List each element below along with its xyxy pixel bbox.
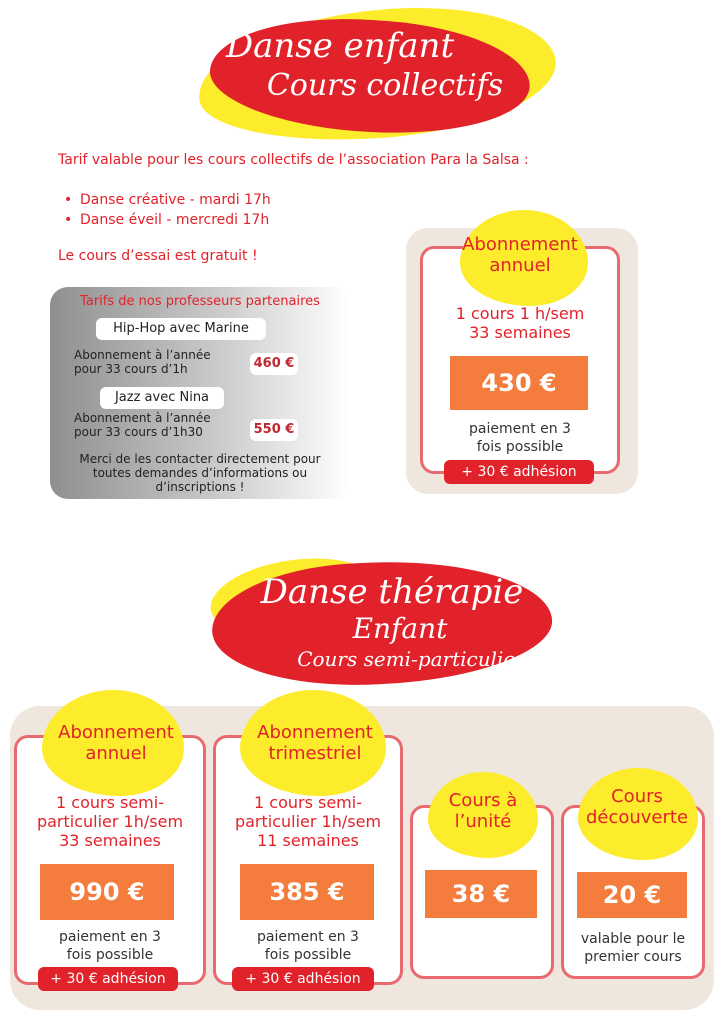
- adhesion-badge: + 30 € adhésion: [444, 460, 594, 484]
- card-title: Cours à l’unité: [448, 790, 518, 832]
- section2-title-line3: Cours semi-particulier: [297, 647, 525, 671]
- bullet-item: • Danse éveil - mercredi 17h: [68, 212, 269, 228]
- price-tag: 20 €: [577, 872, 687, 918]
- trial-text: Le cours d’essai est gratuit !: [58, 248, 258, 264]
- partner-price: 460 €: [250, 353, 298, 375]
- card-title: Cours découverte: [585, 786, 689, 828]
- payment-note: paiement en 3 fois possible: [469, 421, 571, 455]
- intro-text: Tarif valable pour les cours collectifs de l’association Para la Salsa :: [58, 152, 529, 168]
- section2-title-line1: Danse thérapie: [260, 572, 524, 612]
- partner-name-pill: Hip-Hop avec Marine: [96, 318, 266, 340]
- adhesion-badge: + 30 € adhésion: [38, 967, 178, 991]
- section1-title-line1: Danse enfant: [225, 26, 455, 66]
- partner-desc: Abonnement à l’année pour 33 cours d’1h30: [74, 411, 211, 439]
- bullet-item: • Danse créative - mardi 17h: [68, 192, 271, 208]
- payment-note: paiement en 3 fois possible: [59, 929, 161, 963]
- price-tag: 430 €: [450, 356, 588, 410]
- partner-desc: Abonnement à l’année pour 33 cours d’1h: [74, 348, 211, 376]
- partners-contact-text: Merci de les contacter directement pour toutes demandes d’informations ou d’inscriptions !: [79, 452, 321, 494]
- partner-name-pill: Jazz avec Nina: [100, 387, 224, 409]
- partner-price: 550 €: [250, 419, 298, 441]
- card-description: 1 cours semi- particulier 1h/sem 11 semaines: [234, 793, 382, 850]
- card-title: Abonnement annuel: [58, 722, 174, 764]
- card-description: 1 cours 1 h/sem 33 semaines: [455, 304, 585, 342]
- adhesion-badge: + 30 € adhésion: [232, 967, 374, 991]
- section2-title-line2: Enfant: [352, 612, 448, 645]
- validity-note: valable pour le premier cours: [580, 931, 686, 965]
- card-title: Abonnement annuel: [462, 234, 578, 276]
- section1-title-line2: Cours collectifs: [266, 68, 504, 103]
- card-description: 1 cours semi- particulier 1h/sem 33 semaines: [36, 793, 184, 850]
- price-tag: 990 €: [40, 864, 174, 920]
- price-tag: 38 €: [425, 870, 537, 918]
- partners-title: Tarifs de nos professeurs partenaires: [80, 294, 320, 309]
- price-tag: 385 €: [240, 864, 374, 920]
- card-title: Abonnement trimestriel: [257, 722, 373, 764]
- payment-note: paiement en 3 fois possible: [257, 929, 359, 963]
